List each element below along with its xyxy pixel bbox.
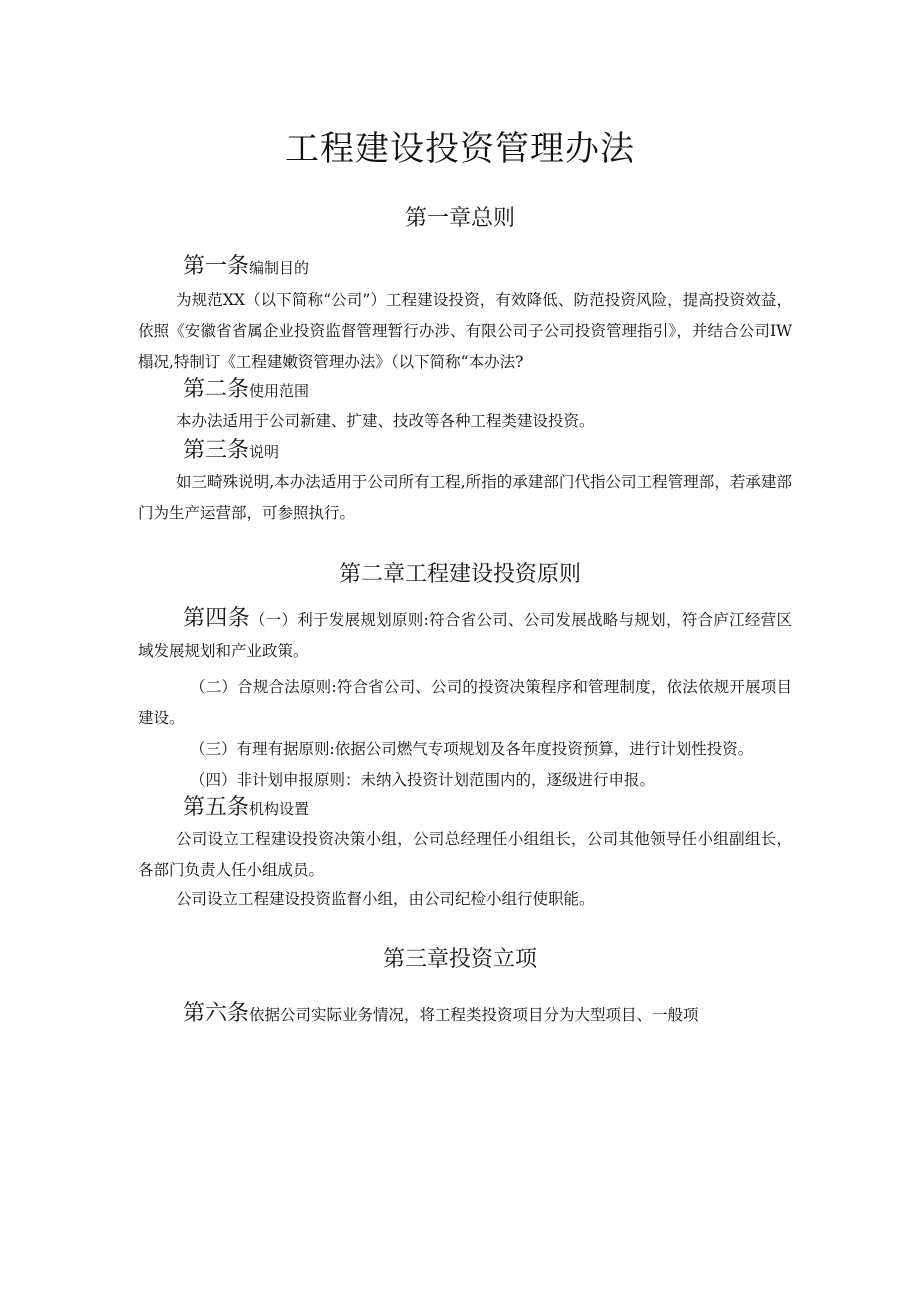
article-2-subtitle: 使用范围	[249, 382, 310, 400]
article-4-item-1	[138, 603, 792, 667]
article-3-body: 如三畸殊说明,本办法适用于公司所有工程,所指的承建部门代指公司工程管理部，若承建部门为生产运营部，可参照执行。	[138, 473, 792, 522]
article-4-label: 第四条	[183, 606, 250, 631]
article-5-label: 第五条	[183, 795, 250, 820]
article-4-item-3: （三）有理有据原则:依据公司燃气专项规划及各年度投资预算，进行计划性投资。	[190, 740, 754, 758]
chapter-3-heading: 第三章投资立项	[382, 947, 537, 972]
article-6-body: 依据公司实际业务情况，将工程类投资项目分为大型项目、一般项	[249, 1006, 699, 1024]
article-2-heading	[183, 375, 309, 406]
article-5-subtitle: 机构设置	[249, 800, 310, 818]
article-5-heading	[183, 793, 309, 824]
article-4-item-1-text: （一）利于发展规划原则:符合省公司、公司发展战略与规划，符合庐江经营区域发展规划和产业政策。	[138, 611, 792, 660]
article-3-heading	[183, 436, 279, 467]
article-3-subtitle: 说明	[249, 443, 280, 461]
article-6	[183, 998, 699, 1031]
chapter-1-heading: 第一章总则	[404, 206, 515, 231]
chapter-2-heading: 第二章工程建设投资原则	[338, 562, 581, 587]
article-3-label: 第三条	[183, 438, 250, 463]
article-1-body: 为规范XX（以下简称“公司”）工程建设投资，有效降低、防范投资风险，提高投资效益，依照《安徽省省属企业投资监督管理暂行办涉、有限公司子公司投资管理指引》，并结合公司IW榻况,特制订《工程建嫩资管理办法》（以下简称“本办法?	[138, 291, 792, 371]
article-1-label: 第一条	[183, 254, 250, 279]
article-5-body-2: 公司设立工程建设投资监督小组，由公司纪检小组行使职能。	[176, 890, 595, 908]
article-4-item-2: （二）合规合法原则:符合省公司、公司的投资决策程序和管理制度，依法依规开展项目建设。	[138, 678, 792, 727]
article-2-body: 本办法适用于公司新建、扩建、技改等各种工程类建设投资。	[176, 412, 595, 430]
article-1-heading	[183, 252, 309, 283]
article-4-item-4: （四）非计划申报原则：未纳入投资计划范围内的，逐级进行申报。	[190, 771, 656, 789]
document-title: 工程建设投资管理办法	[285, 129, 635, 169]
article-1-subtitle: 编制目的	[249, 259, 310, 277]
article-6-label: 第六条	[183, 1001, 250, 1026]
article-2-label: 第二条	[183, 377, 250, 402]
article-5-body-1: 公司设立工程建设投资决策小组，公司总经理任小组组长，公司其他领导任小组副组长，各部门负责人任小组成员。	[138, 830, 792, 879]
